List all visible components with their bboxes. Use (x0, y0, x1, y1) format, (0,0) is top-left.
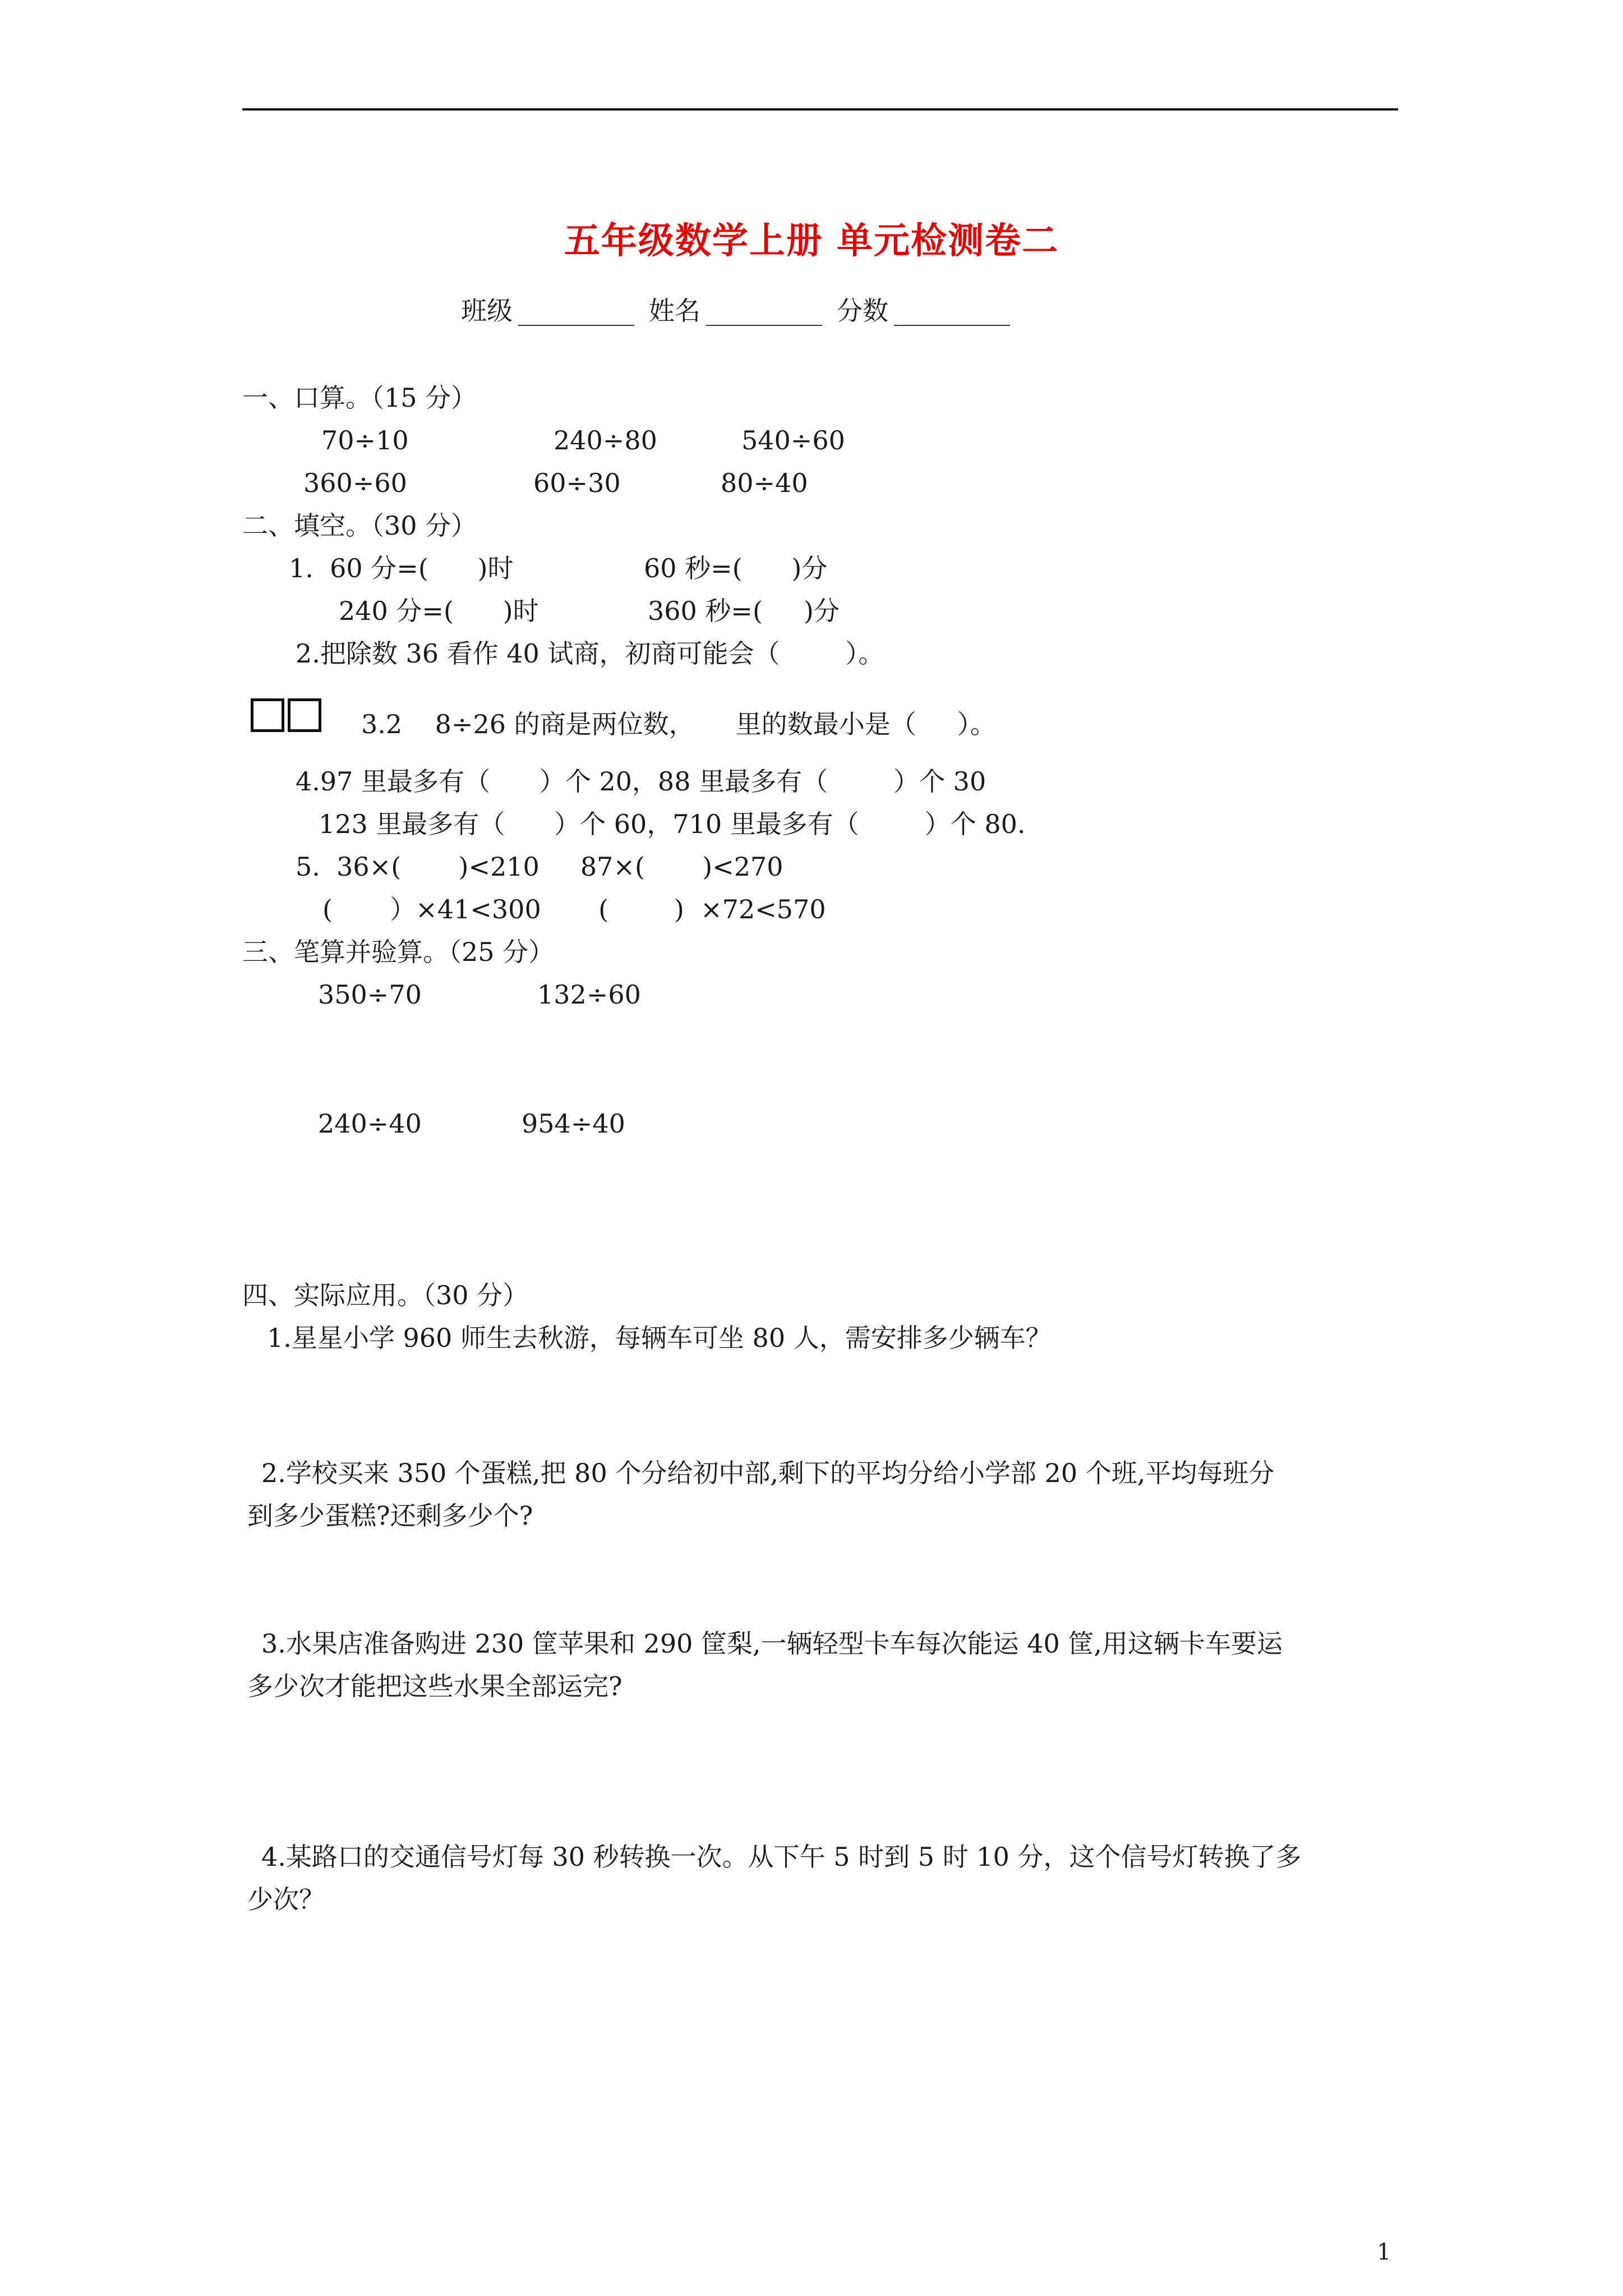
fill-item-3: 3.2 8÷26 的商是两位数， 里的数最小是（ ）。 (361, 709, 996, 739)
oral-item: 70÷10 (321, 425, 409, 455)
digit-boxes (251, 698, 325, 731)
written-item: 132÷60 (537, 979, 641, 1010)
fill-item-5b: ( ）×41<300 ( ) ×72<570 (322, 894, 826, 924)
word-problem-4: 4.某路口的交通信号灯每 30 秒转换一次。从下午 5 时到 5 时 10 分，这个信号灯转换了多 (261, 1842, 1302, 1872)
oral-item: 360÷60 (303, 468, 407, 498)
digit-box (288, 698, 321, 732)
class-label: 班级 (461, 296, 513, 326)
name-blank[interactable]: _________ (706, 296, 822, 326)
fill-item-4b: 123 里最多有（ ）个 60，710 里最多有（ ）个 80. (319, 809, 1026, 839)
word-problem-3-cont: 多少次才能把这些水果全部运完? (247, 1671, 623, 1701)
page-title: 五年级数学上册 单元检测卷二 (564, 220, 1059, 262)
written-item: 350÷70 (318, 979, 422, 1010)
word-problem-2-cont: 到多少蛋糕?还剩多少个? (247, 1501, 533, 1531)
fill-item-1a: 1. 60 分=( )时 (289, 553, 514, 583)
fill-item-5a: 5. 36×( )<210 87×( )<270 (296, 852, 783, 882)
score-label: 分数 (837, 296, 888, 326)
oral-item: 540÷60 (741, 425, 845, 455)
word-problem-2: 2.学校买来 350 个蛋糕,把 80 个分给初中部,剩下的平均分给小学部 20 个班,平均每班分 (261, 1458, 1275, 1488)
oral-item: 240÷80 (554, 425, 657, 455)
fill-item-1c: 240 分=( )时 (339, 596, 539, 626)
word-problem-3: 3.水果店准备购进 230 筐苹果和 290 筐梨,一辆轻型卡车每次能运 40 筐,用这辆卡车要运 (261, 1628, 1283, 1659)
section-3-heading: 三、笔算并验算。（25 分） (242, 937, 555, 967)
fill-item-4a: 4.97 里最多有（ ）个 20，88 里最多有（ ）个 30 (296, 766, 986, 797)
section-2-heading: 二、填空。（30 分） (242, 510, 477, 541)
word-problem-4-cont: 少次？ (247, 1884, 325, 1915)
word-problem-1: 1.星星小学 960 师生去秋游，每辆车可坐 80 人，需安排多少辆车？ (267, 1323, 1052, 1353)
fill-item-2: 2.把除数 36 看作 40 试商，初商可能会（ ）。 (296, 638, 884, 669)
section-1-heading: 一、口算。（15 分） (242, 383, 477, 413)
written-item: 240÷40 (318, 1108, 422, 1139)
oral-item: 60÷30 (533, 468, 621, 498)
oral-item: 80÷40 (721, 468, 808, 498)
digit-box (251, 698, 284, 732)
score-blank[interactable]: _________ (894, 296, 1010, 326)
section-4-heading: 四、实际应用。（30 分） (242, 1280, 529, 1310)
fill-item-1b: 60 秒=( )分 (644, 553, 828, 583)
header-rule (242, 108, 1398, 111)
written-item: 954÷40 (522, 1108, 625, 1139)
page-number: 1 (1377, 2239, 1391, 2265)
class-blank[interactable]: _________ (518, 296, 634, 326)
name-label: 姓名 (649, 296, 700, 326)
fill-item-1d: 360 秒=( )分 (648, 596, 840, 626)
